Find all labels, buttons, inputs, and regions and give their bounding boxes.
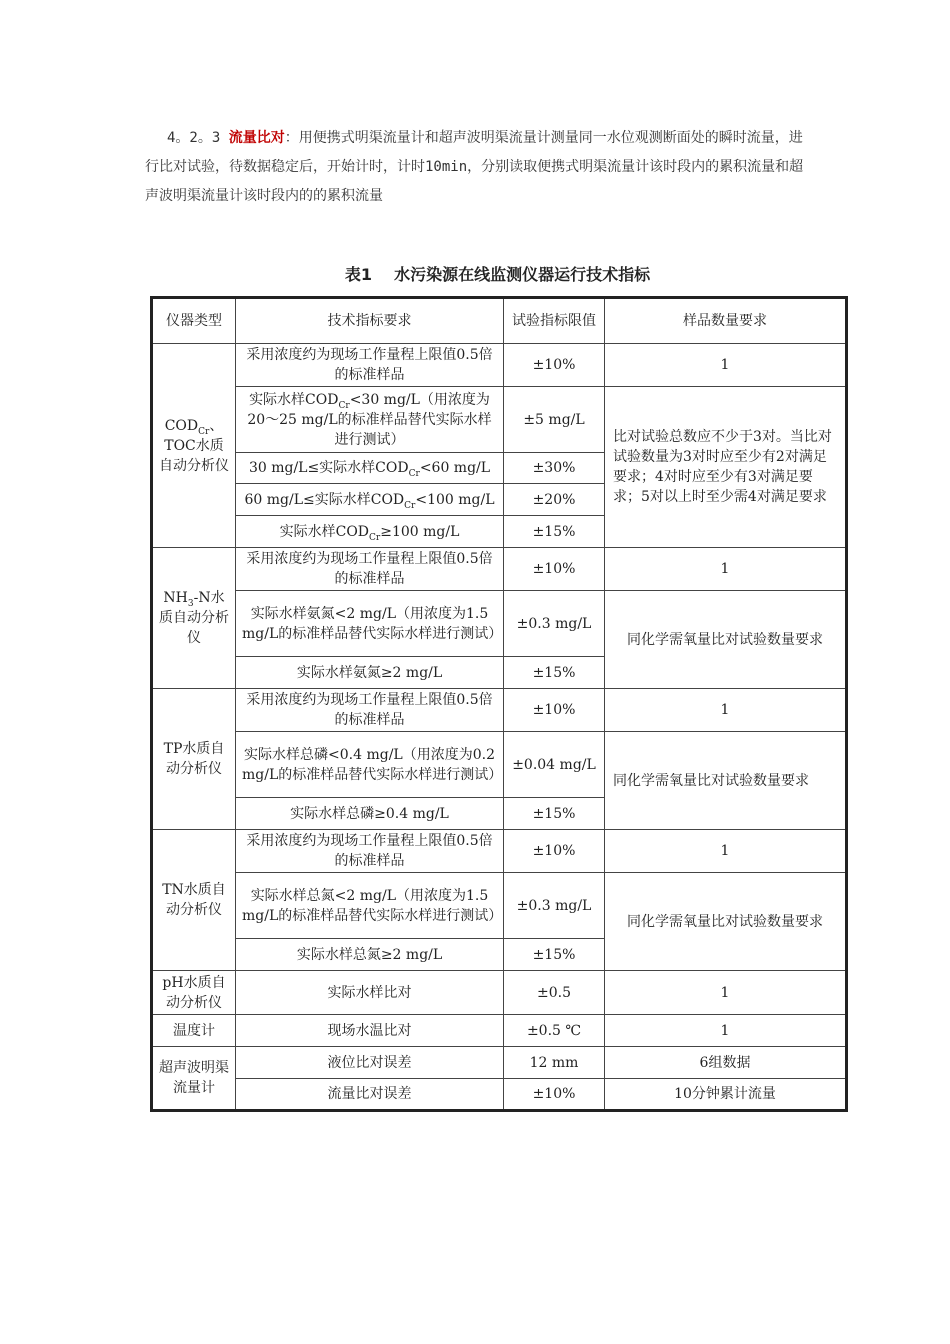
table-caption	[150, 262, 845, 285]
qty-cell: 1	[605, 548, 847, 591]
limit-cell: ±10%	[504, 830, 605, 873]
spec-table	[150, 296, 848, 1112]
table-row	[152, 1047, 847, 1079]
requirement-cell: 现场水温比对	[236, 1015, 504, 1047]
requirement-cell: 实际水样比对	[236, 971, 504, 1015]
requirement-cell: 实际水样总氮<2 mg/L（用浓度为1.5 mg/L的标准样品替代实际水样进行测试）	[236, 873, 504, 939]
limit-cell: ±30%	[504, 453, 605, 484]
table-row	[152, 1015, 847, 1047]
limit-cell: ±15%	[504, 516, 605, 548]
table-row	[152, 1079, 847, 1111]
limit-cell: ±15%	[504, 657, 605, 689]
requirement-cell: 实际水样总氮≥2 mg/L	[236, 939, 504, 971]
requirement-cell: 实际水样$COD_{Cr}<30$ mg/L（用浓度为20～25 mg/L的标准样品替代实际水样进行测试）	[236, 387, 504, 453]
qty-cell: 1	[605, 689, 847, 732]
limit-cell: ±15%	[504, 798, 605, 830]
qty-merged-cell: 同化学需氧量比对试验数量要求	[605, 732, 847, 830]
limit-cell: ±10%	[504, 344, 605, 387]
section-paragraph	[145, 124, 815, 211]
requirement-cell: 采用浓度约为现场工作量程上限值0.5倍的标准样品	[236, 830, 504, 873]
table-row	[152, 591, 847, 657]
qty-cell: 10分钟累计流量	[605, 1079, 847, 1111]
table-row	[152, 732, 847, 798]
header-sample-qty: 样品数量要求	[605, 298, 847, 344]
qty-cell: 1	[605, 344, 847, 387]
limit-cell: 12 mm	[504, 1047, 605, 1079]
table-caption-title: 水污染源在线监测仪器运行技术指标	[394, 265, 651, 284]
table-row	[152, 830, 847, 873]
limit-cell: ±15%	[504, 939, 605, 971]
instrument-cell: $NH_3-N$水质自动分析仪	[152, 548, 236, 689]
table-header-row	[152, 298, 847, 344]
requirement-cell: 实际水样氨氮≥2 mg/L	[236, 657, 504, 689]
instrument-cell: TP水质自动分析仪	[152, 689, 236, 830]
instrument-cell: 温度计	[152, 1015, 236, 1047]
qty-cell: 1	[605, 971, 847, 1015]
requirement-cell: 实际水样总磷<0.4 mg/L（用浓度为0.2 mg/L的标准样品替代实际水样进行测试）	[236, 732, 504, 798]
requirement-cell: 实际水样氨氮<2 mg/L（用浓度为1.5 mg/L的标准样品替代实际水样进行测试）	[236, 591, 504, 657]
qty-merged-cell: 同化学需氧量比对试验数量要求	[605, 873, 847, 971]
limit-cell: ±0.3 mg/L	[504, 873, 605, 939]
limit-cell: ±0.04 mg/L	[504, 732, 605, 798]
section-body: ：用便携式明渠流量计和超声波明渠流量计测量同一水位观测断面处的瞬时流量，进行比对试验，待数据稳定后，开始计时，计时10min，分别读取便携式明渠流量计该时段内的累积流量和超声波明渠流量计该时段内的的累积流量	[145, 130, 804, 204]
requirement-cell: 采用浓度约为现场工作量程上限值0.5倍的标准样品	[236, 548, 504, 591]
limit-cell: ±0.5	[504, 971, 605, 1015]
table-row	[152, 387, 847, 453]
qty-cell: 1	[605, 1015, 847, 1047]
section-heading-highlight: 流量比对	[228, 130, 285, 146]
table-row	[152, 873, 847, 939]
requirement-cell: 实际水样总磷≥0.4 mg/L	[236, 798, 504, 830]
requirement-cell: 采用浓度约为现场工作量程上限值0.5倍的标准样品	[236, 689, 504, 732]
limit-cell: ±10%	[504, 548, 605, 591]
qty-cell: 1	[605, 830, 847, 873]
requirement-cell: 液位比对误差	[236, 1047, 504, 1079]
qty-cell: 6组数据	[605, 1047, 847, 1079]
limit-cell: ±20%	[504, 484, 605, 516]
table-row	[152, 344, 847, 387]
table-row	[152, 971, 847, 1015]
limit-cell: ±10%	[504, 689, 605, 732]
table-row	[152, 689, 847, 732]
requirement-cell: 采用浓度约为现场工作量程上限值0.5倍的标准样品	[236, 344, 504, 387]
qty-merged-cell: 比对试验总数应不少于3对。当比对试验数量为3对时应至少有2对满足要求；4对时应至少有3对满足要求；5对以上时至少需4对满足要求	[605, 387, 847, 548]
header-instrument-type: 仪器类型	[152, 298, 236, 344]
instrument-cell: $COD_{Cr}$、TOC水质自动分析仪	[152, 344, 236, 548]
limit-cell: ±0.5 ℃	[504, 1015, 605, 1047]
requirement-cell: 30 mg/L≤实际水样$COD_{Cr}<60$ mg/L	[236, 453, 504, 484]
section-number: 4。2。3	[167, 130, 221, 146]
qty-merged-cell: 同化学需氧量比对试验数量要求	[605, 591, 847, 689]
requirement-cell: 流量比对误差	[236, 1079, 504, 1111]
table-row	[152, 548, 847, 591]
instrument-cell: pH水质自动分析仪	[152, 971, 236, 1015]
limit-cell: ±10%	[504, 1079, 605, 1111]
instrument-cell: 超声波明渠流量计	[152, 1047, 236, 1111]
header-requirement: 技术指标要求	[236, 298, 504, 344]
requirement-cell: 60 mg/L≤实际水样$COD_{Cr}<100$ mg/L	[236, 484, 504, 516]
header-limit: 试验指标限值	[504, 298, 605, 344]
requirement-cell: 实际水样$COD_{Cr}\ge 100$ mg/L	[236, 516, 504, 548]
limit-cell: ±5 mg/L	[504, 387, 605, 453]
table-caption-label: 表1	[344, 265, 373, 284]
instrument-cell: TN水质自动分析仪	[152, 830, 236, 971]
limit-cell: ±0.3 mg/L	[504, 591, 605, 657]
